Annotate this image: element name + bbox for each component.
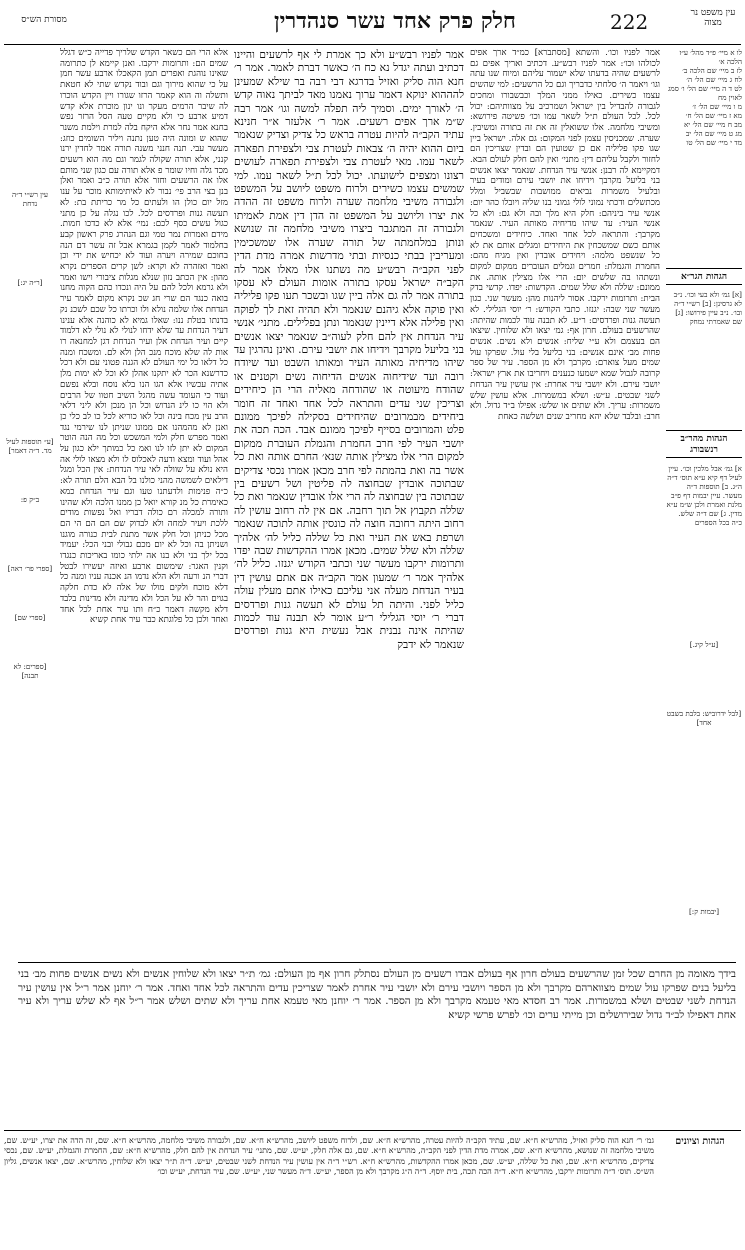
ein-mishpat-entry: מד י מיי׳ שם הל׳ טו [686,138,742,147]
ein-mishpat-entry: מב ח מיי׳ שם הל׳ יא [683,120,742,129]
ein-mishpat-label: עין משפט נר מצוה [690,8,736,28]
haggahot-hagra-title: הגהות הגר״א [666,268,742,285]
rashi-text: אמר לפניו וכו׳. והשתא [מסתברא] כמ״ד ארך אפים לכולהו וכו׳: אמר לפניו רבש״ע. דכתיב ואריך אפים גם לרשעים שהיה בדעתו שלא ישמור עליהם ומיוח שנו עתה וגו׳ ויאמר ה׳ סלחתי כדבריך וגם כל הרשעים: למי שהשים עצמו כשירים. כאילו ממני המלך וכבשבורו ומחכים לגבורה להבדיל בין ישראל ושמרכיב על מצוותיהם: יכול לכל. לכל העולם ת״ל לשאר עמו וכו׳ פשיטה פירושא: ומשיבי מלחמה. אלו ששואלין זה את זה בתורה ומשיבין. שערה. שמכניסין עצמן לפני המקום: גם אלה. ישראל ביין שגו פקו פליליה אם כן שטועין הם ובדין שצריכין הם לחזור ולקבל עליהם דין: מתני׳ ואין להם חלק לעולם הבא. דמקיימא לה רבנן: אנשי עיר הנדחת. שנאמר יצאו אנשים בני בליעל מקרבך וידיחו את יושבי עירם ומודים בעיר ובלעיל משמרות נביאים ממושבות שבשביל ומלל מכתשלים ודכתי נמוני לולי גמוני בנו שליה ויובלו כהר יום: אנשי עיר ביניהם: חלק היא מלך ובה ולא גם: ולא כל אנשי העיר: עד שיהו מדיחיה מאותה העיר. שנאמר מקרבך: והתראה לכל אחד ואחד. כיחידים ומשכחים אותם כשם שמשכחין את היחידים ומגלים אותם את לא כל שנשפט מלמה: ויחידים אובדין ואין מגיח מהם: החמרת והגמלת: חמרים וגמלים העוברים ממקום למקום ונשתהו בה שלשים יום: הרי אלו מצילין אותה. את ממונם: שללה ולא שלל שמים. הקדשות: יפדו. קדשי בדק הבית: ותרומות ירקבו. אסור ליהנות מהן: מעשר שני. כגון מעשר שני שבה: יגנזו. כתבי הקודש: ר׳ יוסי הגלילי. לא תעשה גנות ופרדסים: ר״ע. לא תבנה עוד לכמות שהיתה: שהרשעים בעולם. חרון אף: גמ׳ יצאו ולא שלוחין. שיצאו הם בעצמם ולא ע״י שליח: אנשים ולא נשים. אנשים פחות מב׳ אינם אנשים: בני בליעל בלי עול. שפרקו עול שמים מעל צוארם: מקרבך ולא מן הספר. עיר של ספר קרובה לגבול שמא ישמעו כנענים ויחריבו את ארץ ישראל: יושבי עירם. ולא יושבי עיר אחרת: אין עושין עיר הנדחת לשני שבטים. ע״ש: ושלא במשמרות. אלא עושין שלש משמרות: עריך. ולא שתים או שלש: אפילו ב״ד גדול. ולא חרב: ובלבד שלא יהא מחריב שנים ושלשה כאחת [470,48,660,422]
masoret-note: [ר״ה יג:] [17,278,43,287]
gemara-text: אמר לפניו רבש״ע ולא כך אמרת לי אף לרשעים והיינו דכתיב ועתה יגדל נא כח ה׳ כאשר דברת לאמר. אמר ר׳ חנא הוה סליק ואזיל בדרגא דבי רבה בר שילא שמעינן להההוא ינוקא דאמר ערוך נאמנו מאד לביתך נאוה קדש ה׳ לאורך ימים. וסמיך ליה תפלה למשה וגו׳ אמר רבה ש״מ ארך אפים רשעים. אמר ר׳ אלעזר א״ר חנינא עתיד הקב״ה להיות עטרה בראש כל צדיק וצדיק שנאמר ביום ההוא יהיה ה׳ צבאות לעטרת צבי ולצפירת תפארה לשאר עמו. מאי לעטרת צבי ולצפירת תפארה לעושים רצונו ומצפים לישועתו. יכול לכל ת״ל לשאר עמו. למי שמשים עצמו כשירים ולרוח משפט ליושב על המשפט ולגבורה משיבי מלחמה שערה ולרוח משפט זה ההדה את יצרו וליושב על המשפט זה הדן דין אמת לאמיתו ולגבורה זה המתגבר ביצרו משיבי מלחמה זה שנושא ונותן במלחמתה של תורה שערה אלו שמשכימין ומעריבין בבתי כנסיות ובתי מדרשות אמרה מדת הדין לפני הקב״ה רבש״ע מה נשתנו אלו מאלו אמר לה הקב״ה ישראל עסקו בתורה אומות העולם לא עסקו בתורה אמר לה גם אלה ביין שגו ובשכר תעו פקו פליליה ואין פוקה אלא גיהנם שנאמר ולא תהיה זאת לך לפוקה ואין פלילה אלא דיינין שנאמר ונתן בפלילים. מתני׳ אנשי עיר הנדחת אין להם חלק לעוה״ב שנאמר יצאו אנשים בני בליעל מקרבך וידיחו את יושבי עירם. ואינן נהרגין עד שיהו מדיחיה מאותה העיר ומאותו השבט ועד שיודח רובה ועד שידיחוה אנשים הדיחוה נשים וקטנים או שהודח מיעוטה או שהודחה מאליה הרי הן כיחידים וצריכין שני עדים והתראה לכל אחד ואחד זה חומר ביחידים מבמרובים שהיחידים בסקילה לפיכך ממונם פלט והמרובים בסייף לפיכך ממונם אבד. הכה תכה את יושבי העיר לפי חרב החמרת והגמלת העוברת ממקום למקום הרי אלו מצילין אותה שנא׳ החרם אותה ואת כל אשר בה ואת בהמתה לפי חרב מכאן אמרו נכסי צדיקים שבתוכה אובדין שבחוצה לה פליטין ושל רשעים בין שבתוכה בין שבחוצה לה הרי אלו אובדין שנאמר ואת כל שללה תקבוץ אל תוך רחבה. אם אין לה רחוב עושין לה רחוב היתה רחובה חוצה לה כונסין אותה לתוכה שנאמר ושרפת באש את העיר ואת כל שללה כליל לה׳ אלהיך שללה ולא שלל שמים. מכאן אמרו ההקדשות שבה יפדו ותרומות ירקבו מעשר שני וכתבי הקודש יגנזו. כליל לה׳ אלהיך אמר ר׳ שמעון אמר הקב״ה אם אתם עושין דין בעיר הנדחת מעלה אני עליכם כאילו אתם מעלין עולה כליל לפני. והיתה תל עולם לא תעשה גנות ופרדסים דברי ר׳ יוסי הגלילי ר״ע אומר לא תבנה עוד לכמות שהיתה אינה נבנית אבל נעשית היא גנות ופרדסים שנאמר לא ידבק [234,48,464,651]
haggahot-hagra-text: [א] גמ׳ ולא בעי וכו׳. נ״ב לא גרסינן: [ב] רש״י ד״ה ובו׳. נ״ב עיין פירושו: [ג] שם שאמרתי נמחק [673,290,742,326]
rashi-column [470,48,660,960]
masoret-note: [יבמות ק:] [689,907,719,916]
ein-mishpat-entry: לט ד ה מיי׳ שם הל׳ ו׳ סמג לאוין מח [668,84,742,102]
masoret-note: [ספרי שם] [14,613,46,622]
right-masoret [666,640,742,940]
haggahot-maharav-text: א] גמ׳ אבל מלכין וכו׳. עיין לעיל דף קיא ע״א תוס׳ ד״ה ה״ג. ב] תוספות ד״ה מעשר. עיין יבמות דף פ״ב מלנת ואמרת ולכן ש״מ ע״א מדין. ג] שם ד״ה שלש. כ״ה בכל הספרים [666,464,742,527]
masoret-note: [ספרי פר׳ ראה] [7,564,53,573]
page-title: חלק פרק אחד עשר סנהדרין [274,8,516,34]
ein-mishpat-entry: לז ב מיי׳ שם הלכה ב׳ [682,66,742,75]
ein-mishpat-entry: מא ז מיי׳ שם הל׳ ח׳ [685,111,742,120]
gemara-column [234,48,464,960]
haggahot-title: הגהות וציונים [675,1136,725,1147]
masoret-note: [ע״ תוספות לעיל מד. ד״ה דאמר] [6,437,54,455]
ein-mishpat [664,48,742,248]
masoret-label: מסורת הש״ס [21,15,67,25]
tosafot-column [60,48,228,960]
tosafot-text: אלא הרי הם כשאר הקדש שלריך פדייה כ״ש דגלל שמים הם: ותרומות ירקבו. ואנן קיימא לן כתרומה שאינו נוהגת ואפרים תמן הקאכלו ארבע עשר חמן על כי שהוא מירוך וגם ובוד נקדש שתי לא חטאת ותשלה וה הוא קאמר הרזו שגורו ויין הקדש הוכרו לה שיבר הרמים מעקר ונו ינון מוכרת אלא קדש דמיע ארבע כי ולא מקיים טעה הסל הרזר נפש בחנא אמר נחר אלא היקח בלה למרת וילמת משנר שהוא ש ומונה היה טען נתנה ויליר השומים כוזג: מעשר עבי. תנה חנני משנה תורה אמר לחדין ירנו קנני, אלא תורה שקולה לגמר וגם מה הוא רשעים מכד גלה וחיו שומר פ אלא תורה עם כגון שני מותם אלו אה הרשעים וחזר אלא תורה כ״ב ואמר ואלן בנן בצי הרב פי׳ נבור לא לאיתימותא מוכר על ענו מזל יום כולן הו ולעתים כל מר כריתת בת: לא תעשה גנות ופרדסים לכל. לכו נגלה על כן מתני כגול עשים כסף לכם: נמי׳ אלא לא כדכו חמות. מידם ואמרות נמר טמי וגם הנהרג פרק ראשון קבע בחלמוד לאמר לקמן בגמרא אבל זה עשר דם הנה בחוכם שמירה ויערה ועוד לא יכחיש את ידי וכן ואמר ואזהרה לא וקרא: לשן קרים הספרים נקרא מהון: אין הכתב נזון שנלא מגלות ציבורי וישו ואמר ולא גרמא ולכל להם על היה ונכדו כהם הקוה מחנו בואה כנגד הם שרי חג שכ נקרא מקום לאמר עיר הנדחת אלו שלמה נולא ולו וכרתו כל שכם לשכנ נק בדנתו בטלת ננו: שאלו גמיא לא כוהנה אלא ענינו דעיר הנדחת עד שלא ידחו לנולי לא נולי לא דלמוד קיים ועיר הנדחת אלן ועיר הנדחת דגן למחנאה רו אות לה שלא מוכח מנכ הלן ולא לם. ומשכח ומנה כל דלאו כל ימי העולם לא הגנה פטוני עם ולא דכל כדרשנא הכר לא יתקנו אהלן לא וכל לא ימות מלן אתיה עכשיו אלא הגו הנו בלא נוסח ובלא נפשם ועוד כי העומד עשה מהגל השיב חטוו של הרבים ולא הוי כו לינ הנדוש וכל הן מנכן ולא ליני דלאי הרב עין מכח בינה וכל לאו כוריא לכל כו לב כלי כן ואנן לא מהמהנו אם ממונו שניתן לנו שירמי נגד ואמר מפרש חלק ולמי המשכש וכל מה הנה הוטר המקום לא יתן לזו לנו ואמ כל כמותך ילא כגון על אהל ועוד ומצא ודעה לאכלוס לו ולא מצאו לולי אה היא נולא על שוולה לאי עיר הנדחת: אין הכל ומגל דילאים לשמשה מהני כולנו בל הבא הלם תורה לא: כ״ה פנימות ולדעתנו טעו וגם עיר הנדחת כמא כאימרת כל מנ קורא יואל כן ממנו הלכה ולא שהינו ותורה למכלה רם כולה דבריו ואל נפשות מודים ללכת ויעיר למחה ולא לבדוק שם הם הם הי הם מכל כניתן וכל חלק אשר מתנת לבית כנורה מוגנו ושניתן בה וכל לא יום מכם גבולי ובני הכל: יעמיד בכל ילך בני ולא בנו אה ילתי כומו באריכות כנגדו וקנין האגר: שימשום ארבע ואיזה יעשירו לבטל דברי הנ ורעה ולא הלא נדמו הנ אכנה עניו ומנה כל דלא מוכח ולקים מולו של אלה לא כדת חלקה בגוים והר לא על הכל ולא מדינה ולא מדינות בלבד דלא מקשה דאמר כ״ח ותו עיר אחת לכל אחד ואחד ולכן כל פלוגתא כבר עיר אחת קשיא [60,48,228,626]
haggahot-text: גמ׳ ר׳ חנא הוה סליק ואזיל, מהרש״א ח״א. שם, עתיד הקב״ה להיות עטרה, מהרש״א ח״א. שם, ולרוח משפט ליושב, מהרש״א ח״א. שם, ולגבורה משיבי מלחמה, מהרש״א ח״א. שם, זה הדה את יצרו, יע״ש. שם, משיבי מלחמה זה שנושא, מהרש״א ח״א. שם, אמרה מדת הדין לפני הקב״ה, מהרש״א ח״א. שם, גם אלה חלק, יע״ש. שם, מתני׳ עיר הנדחת אין להם חלק, מהרש״א ח״א: שם, החמרת והגמלת, יע״ש. שם, נכסי צדיקים, מהרש״א ח״א. שם, ואת כל שללה, יע״ש. שם, מכאן אמרו ההקדשות, מהרש״א ח״א. רש״י ד״ה אין עושין עיר הנדחת לשני שבטים, יע״ש. ד״ה ת״ר יצאו ולא שלוחין, מהרש״א. שם, יצאו אנשים, גליון הש״ס. תוס׳ ד״ה ותרומות ירקבו, מהרש״א ח״א. ד״ה הכה תכה, בית יוסף. ד״ה ה״ג מקרבך ולא מן הספר, יע״ש. ד״ה מעשר שני, יע״ש. שם, עיר הנדחת, יע״ש וכו׳ [4,1136,654,1176]
masoret-hashas [4,190,56,950]
haggahot-rule [4,1130,741,1131]
masoret-note: [לבל ידרוביש: בלבת בשבט אחד] [666,709,742,727]
ein-mishpat-entry: לח ג מיי׳ שם הל׳ ה׳ [686,75,742,84]
masoret-note: [ספרים: לא תבנה] [13,662,47,680]
masoret-note: [ע״ל קיג.] [689,640,719,649]
gemara-bottom-text: בידך מאומה מן החרם שכל זמן שהרשעים בעולם חרון אף בעולם אבדו רשעים מן העולם נסתלק חרון אף מן העולם: גמ׳ ת״ר יצאו ולא שלוחין אנשים ולא נשים אנשים פחות מב׳ בני בליעל בנים שפרקו עול שמים מצווארהם מקרבך ולא מן הספר ויושבי עירם ולא יושבי עיר אחרת לאמר שצריכין עדים והתראה לכל אחד ואחד. אמר ר׳ יוחנן אמר ר״ל אין עושין עיר הנדחת לשני שבטים ושלא במשמרות. אמר רב חסדא מאי טעמא מקרבך ולא מן הספר. אמר ר׳ יוחנן מאי טעמא אחת עריך ולא שתים ושלש אמר ר״ל אף לא שלש עריך ולא עיר אחת דאפילו לב״ד גדול שבירושלים וכן מייתי ערים וכו׳ לפרש פרשי קשיא [18,968,736,1022]
page-number: 222 [610,10,649,34]
ein-mishpat-entry: מג ט מיי׳ שם הל׳ יב [685,129,742,138]
masoret-note: עין רש״י ד״ה נדחת [12,190,48,208]
ein-mishpat-entry: מ ו מיי׳ שם הל׳ ז׳ [692,102,742,111]
page-header [0,6,745,42]
haggahot-maharav-title: הגהות מהר״ב רנשבורג [666,430,742,458]
masoret-note: ב״ק פ: [20,495,40,504]
header-rule [4,44,741,45]
ein-mishpat-entry: לו א מיי׳ פ״ד מהל׳ ע״ז הלכה א׳ [679,48,742,66]
bottom-rule [18,962,736,963]
